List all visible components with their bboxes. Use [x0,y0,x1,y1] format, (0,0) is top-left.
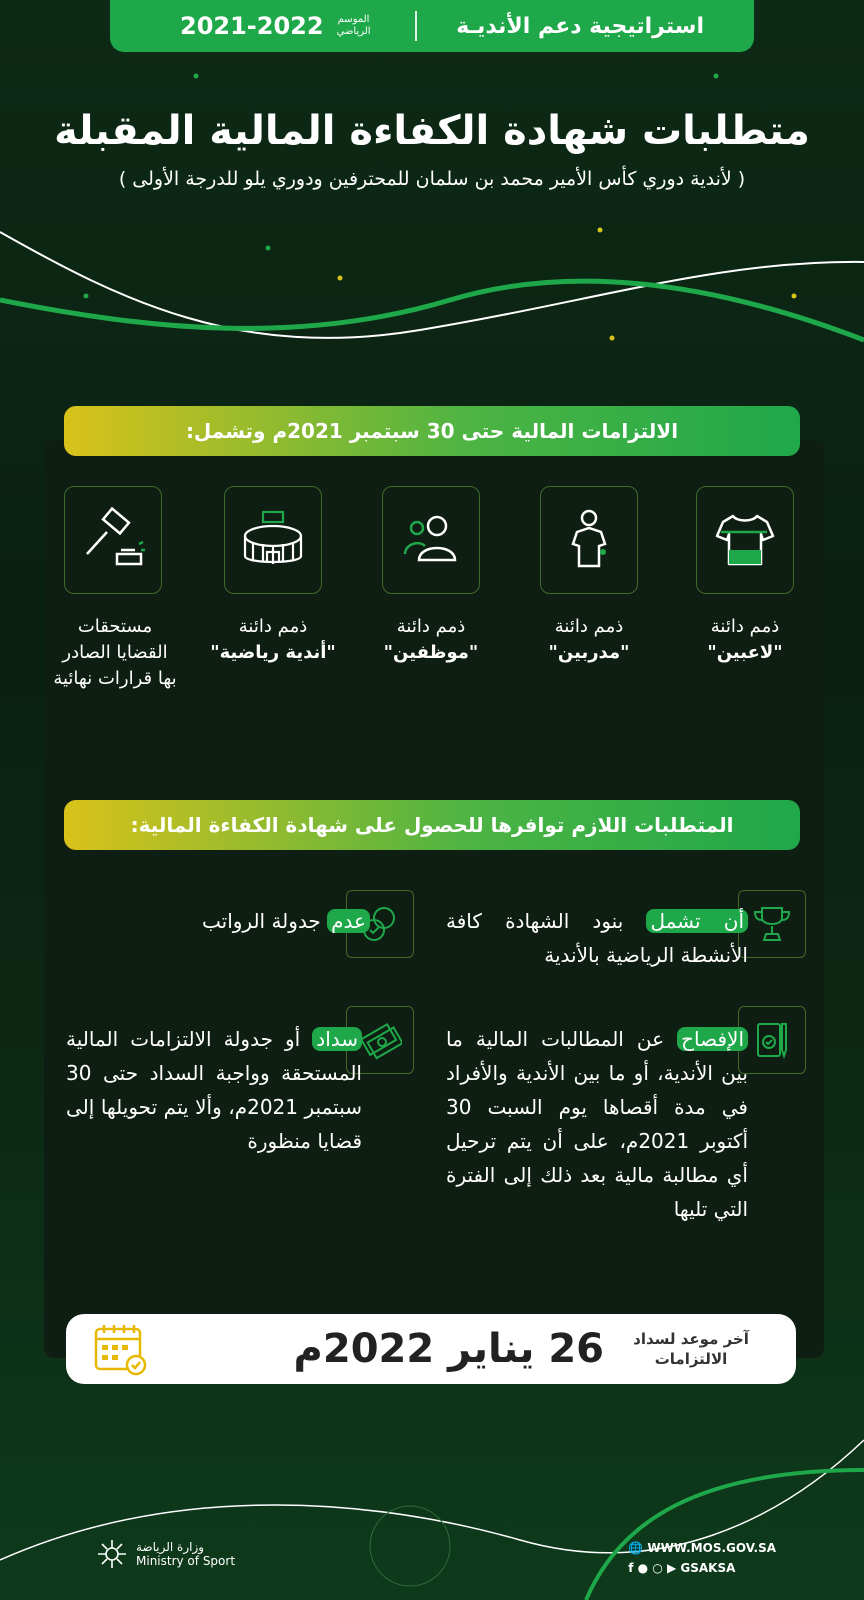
label-coaches: ذمم دائنة "مدربين" [548,616,630,663]
label-players: ذمم دائنة "لاعبين" [707,616,783,663]
deadline-label: آخر موعد لسداد الالتزامات [633,1330,749,1368]
header-divider [415,11,417,41]
employees-icon [382,486,480,594]
strategy-title: استراتيجية دعم الأنديـة [456,13,704,39]
website-link[interactable]: 🌐 WWW.MOS.GOV.SA [628,1541,776,1555]
label-lawsuits: مستحقات القضايا الصادر بها قرارات نهائية [53,616,177,689]
obligations-banner: الالتزامات المالية حتى 30 سبتمبر 2021م وتشمل: [64,406,800,456]
social-handles[interactable]: f ● ○ ▶ GSAKSA [628,1561,736,1575]
requirement-2: عدم جدولة الرواتب [70,904,370,938]
season-years: 2021-2022 [180,12,324,40]
page-subtitle: ( لأندية دوري كأس الأمير محمد بن سلمان للمحترفين ودوري يلو للدرجة الأولى ) [118,168,746,190]
requirements-banner: المتطلبات اللازم توافرها للحصول على شهادة الكفاءة المالية: [64,800,800,850]
label-clubs: ذمم دائنة "أندية رياضية" [210,616,336,663]
requirement-3: الإفصاح عن المطالبات المالية ما بين الأندية، أو ما بين الأندية والأفراد في مدة أقصاها يوم السبت 30 أكتوبر 2021م، على أن يتم ترحيل أي مطالبة مالية بعد ذلك إلى الفترة التي تليها [446,1027,749,1221]
season-block [180,12,376,40]
requirement-4: سداد أو جدولة الالتزامات المالية المستحقة وواجبة السداد حتى 30 سبتمبر 2021م، وألا يتم تحويلها إلى قضايا منظورة [66,1027,362,1153]
ministry-logo [94,1536,235,1572]
clipboard-icon [738,1006,806,1074]
top-bar [110,0,754,52]
deadline-date: 26 يناير 2022م [293,1326,604,1372]
page-title: متطلبات شهادة الكفاءة المالية المقبلة [54,108,810,154]
requirement-1: أن تشمل بنود الشهادة كافة الأنشطة الرياضية بالأندية [446,909,748,967]
footer-contacts [628,1538,776,1578]
gavel-icon [64,486,162,594]
trophy-icon [738,890,806,958]
jersey-icon [696,486,794,594]
season-label: الموسم الرياضي [336,14,371,37]
social-icons: f ● ○ ▶ [628,1561,677,1575]
stadium-icon [224,486,322,594]
coach-icon [540,486,638,594]
label-employees: ذمم دائنة "موظفين" [383,616,479,663]
deadline-card [66,1314,796,1384]
calendar-icon [90,1319,150,1379]
ministry-emblem-icon [94,1536,130,1572]
ministry-name: وزارة الرياضة Ministry of Sport [136,1540,236,1568]
